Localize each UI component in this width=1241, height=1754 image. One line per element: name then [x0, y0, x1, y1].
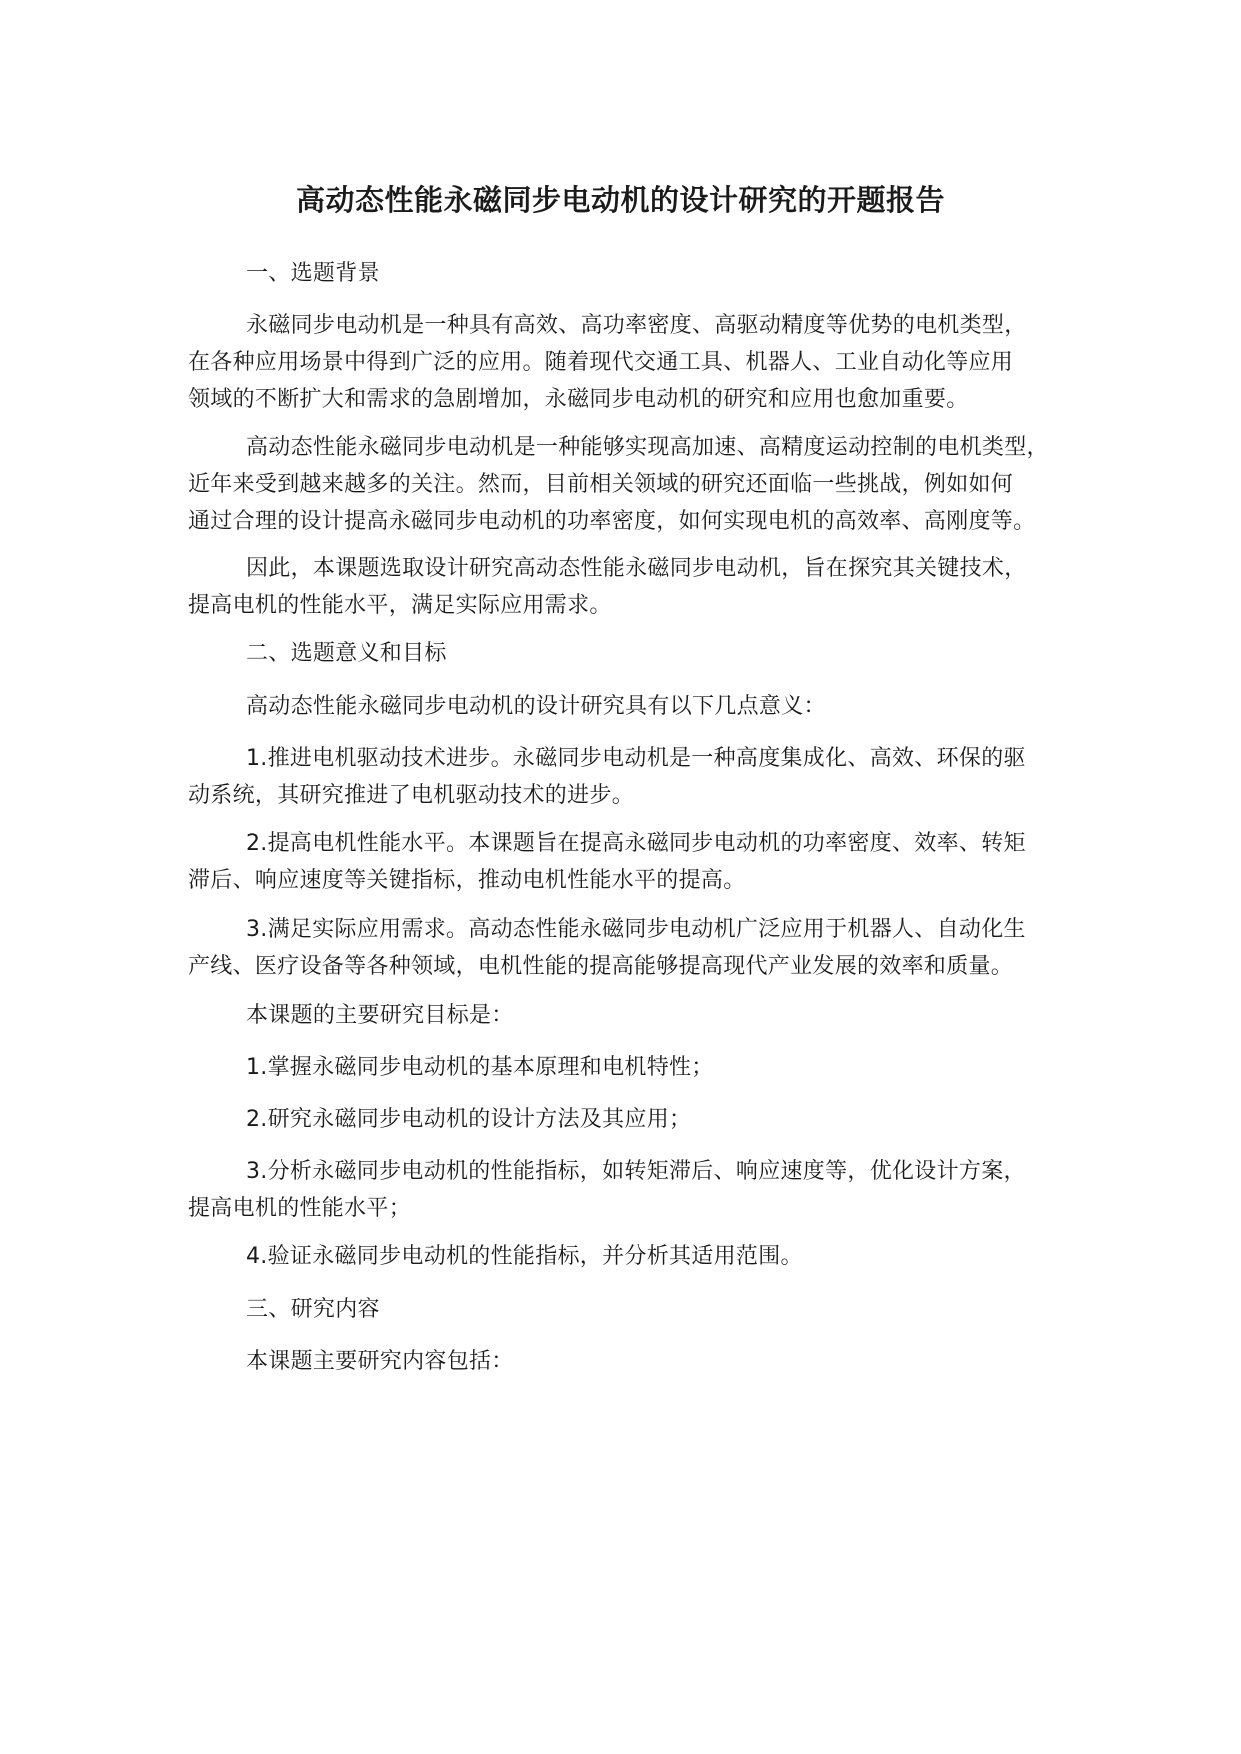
text-line: 动系统，其研究推进了电机驱动技术的进步。	[188, 783, 635, 808]
text-line: 3.满足实际应用需求。高动态性能永磁同步电动机广泛应用于机器人、自动化生	[246, 917, 1026, 942]
significance-item-3	[188, 911, 1053, 985]
paragraph-background-1	[188, 307, 1053, 418]
section-heading-2	[188, 635, 1053, 672]
section-heading-3	[188, 1291, 1053, 1328]
text-line: 永磁同步电动机是一种具有高效、高功率密度、高驱动精度等优势的电机类型，	[246, 313, 1027, 338]
text-line: 3.分析永磁同步电动机的性能指标，如转矩滞后、响应速度等，优化设计方案，	[246, 1159, 1026, 1184]
goal-item-1	[188, 1049, 1053, 1086]
paragraph-content-intro	[188, 1343, 1053, 1380]
text-line: 2.研究永磁同步电动机的设计方法及其应用；	[246, 1107, 692, 1132]
text-line: 近年来受到越来越多的关注。然而，目前相关领域的研究还面临一些挑战，例如如何	[188, 472, 1014, 497]
text-line: 本课题的主要研究目标是：	[246, 1003, 514, 1028]
paragraph-background-2	[188, 429, 1053, 540]
text-line: 4.验证永磁同步电动机的性能指标，并分析其适用范围。	[246, 1244, 803, 1269]
text-line: 本课题主要研究内容包括：	[246, 1349, 514, 1374]
significance-item-1	[188, 740, 1053, 814]
text-line: 通过合理的设计提高永磁同步电动机的功率密度，如何实现电机的高效率、高刚度等。	[188, 509, 1036, 534]
goal-item-2	[188, 1101, 1053, 1138]
paragraph-goals-intro	[188, 997, 1053, 1034]
text-line: 提高电机的性能水平；	[188, 1196, 412, 1221]
text-line: 高动态性能永磁同步电动机是一种能够实现高加速、高精度运动控制的电机类型，	[246, 435, 1049, 460]
text-line: 二、选题意义和目标	[246, 641, 447, 666]
goal-item-3	[188, 1153, 1053, 1227]
text-line: 高动态性能永磁同步电动机的设计研究具有以下几点意义：	[246, 694, 826, 719]
text-line: 提高电机的性能水平，满足实际应用需求。	[188, 593, 612, 618]
text-line: 三、研究内容	[246, 1297, 380, 1322]
text-line: 一、选题背景	[246, 261, 380, 286]
text-line: 滞后、响应速度等关键指标，推动电机性能水平的提高。	[188, 868, 746, 893]
text-line: 领域的不断扩大和需求的急剧增加，永磁同步电动机的研究和应用也愈加重要。	[188, 387, 969, 412]
text-line: 1.推进电机驱动技术进步。永磁同步电动机是一种高度集成化、高效、环保的驱	[246, 746, 1026, 771]
text-line: 2.提高电机性能水平。本课题旨在提高永磁同步电动机的功率密度、效率、转矩	[246, 831, 1026, 856]
text-line: 因此，本课题选取设计研究高动态性能永磁同步电动机，旨在探究其关键技术，	[246, 556, 1027, 581]
significance-item-2	[188, 825, 1053, 899]
section-heading-1	[188, 255, 1053, 292]
text-line: 产线、医疗设备等各种领域，电机性能的提高能够提高现代产业发展的效率和质量。	[188, 954, 1014, 979]
document-title: 高动态性能永磁同步电动机的设计研究的开题报告	[295, 183, 945, 217]
text-line: 1.掌握永磁同步电动机的基本原理和电机特性；	[246, 1055, 714, 1080]
text-line: 在各种应用场景中得到广泛的应用。随着现代交通工具、机器人、工业自动化等应用	[188, 350, 1014, 375]
paragraph-significance-intro	[188, 688, 1053, 725]
goal-item-4	[188, 1238, 1053, 1275]
paragraph-background-3	[188, 550, 1053, 624]
